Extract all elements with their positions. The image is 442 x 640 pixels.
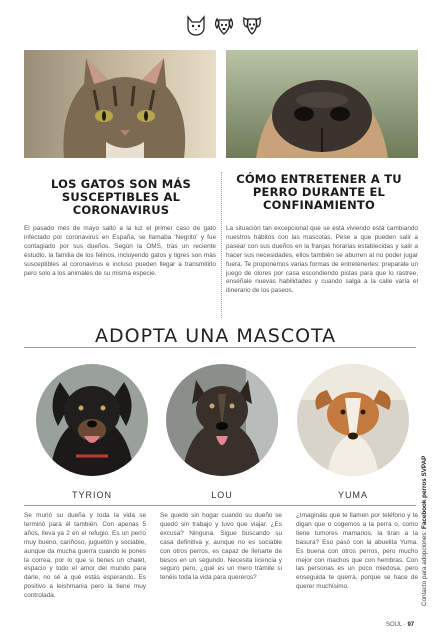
dog-face-icon — [240, 14, 264, 38]
article-cats-body: El pasado mes de mayo saltó a la luz el primer caso de gato infectado por coronavirus en España, se llamaba 'Negrito' y fue contagiado por sus dueños. Según la OMS, tras un reciente estudio, la familia de los felinos, incluyendo gatos y tigres son más susceptibles al coronavirus e incluso pueden llegar a transmitirlo pero solo a los animales de su misma especie. — [24, 225, 216, 277]
dog-face-icon — [212, 14, 236, 38]
lou-description: Se quedó sin hogar cuando su dueño se quedó sin trabajo y tuvo que viajar. ¿Es excusa? Ninguna. Sigue buscando su casa definitiva y, aunque no es sociable con otros perros, es capaz de llenarte de besos en un segundo. Necesita licencia y seguro pero, ¿qué es un mero trámite si tenéis toda la vida para quereros? — [160, 512, 282, 582]
dog-nose-photo — [226, 50, 418, 158]
footer-separator: · — [402, 622, 408, 628]
magazine-name: SOUL — [386, 622, 403, 628]
pet-name-lou: LOU — [211, 490, 233, 500]
page-footer — [386, 622, 414, 628]
header-icons — [184, 14, 264, 40]
section-rule — [24, 347, 416, 348]
yuma-photo — [297, 364, 409, 476]
adopt-section-title: ADOPTA UNA MASCOTA — [95, 325, 337, 347]
lou-photo — [166, 364, 278, 476]
page-number: 97 — [407, 622, 415, 628]
yuma-description: ¿Imagináis que te llamen por teléfono y te digan que o cogemos a la perra o, como tiene tumores mamarios, la tiran a la basura? Eso pasó con la abuelita Yuma. Es buena con otros perros, pero mucho mejor con machos que con hembras. Con las personas es un poco miedosa, pero enseguida te querrá, porque se hace de querer muchísimo. — [296, 512, 418, 591]
tyrion-photo — [36, 364, 148, 476]
adoption-contact — [421, 456, 428, 606]
adoption-contact-facebook: Facebook perros SVPAP — [421, 455, 428, 529]
adoption-contact-prefix: Contacto para adopciones: — [421, 528, 428, 606]
article-cats-title: LOS GATOS SON MÁS SUSCEPTIBLES AL CORONAVIRUS — [50, 177, 192, 217]
tyrion-description: Se murió su dueña y toda la vida se terminó para él también. Con apenas 5 años, lleva ya 2 en el refugio. Es un perro muy bueno, cariñoso, juguetón y sociable, aunque da mucha guerra cuando le pones la correa, por lo que si tienes un chalet, espacio y todo el amor del mundo para darle, no sé a qué estás esperando. Es positivo a leishmania pero la tiene muy controlada. — [24, 512, 146, 600]
article-dogs-body: La situación tan excepcional que se está viviendo está cambiando nuestros hábitos con las mascotas. Pese a que pueden salir a pasear con sus dueños en la franjas horarias establecidas y salir a hacer sus necesidades, ellos también se aburren al no poder jugar fuera. Te proponemos varias formas de entretenerles: preparale un juego de olores por casa escondiendo pistas para que lo rastree, enséñale nuevas habilidades y cuando salga a la calle varía el itinerario de los paseos. — [226, 225, 418, 295]
pet-names-rule — [24, 505, 416, 506]
cat-photo — [24, 50, 216, 158]
cat-face-icon — [184, 14, 208, 38]
column-divider — [221, 172, 222, 318]
pet-name-yuma: YUMA — [337, 490, 368, 500]
article-dogs-title: CÓMO ENTRETENER A TU PERRO DURANTE EL CONFINAMIENTO — [236, 172, 402, 212]
pet-name-tyrion: TYRION — [71, 490, 112, 500]
